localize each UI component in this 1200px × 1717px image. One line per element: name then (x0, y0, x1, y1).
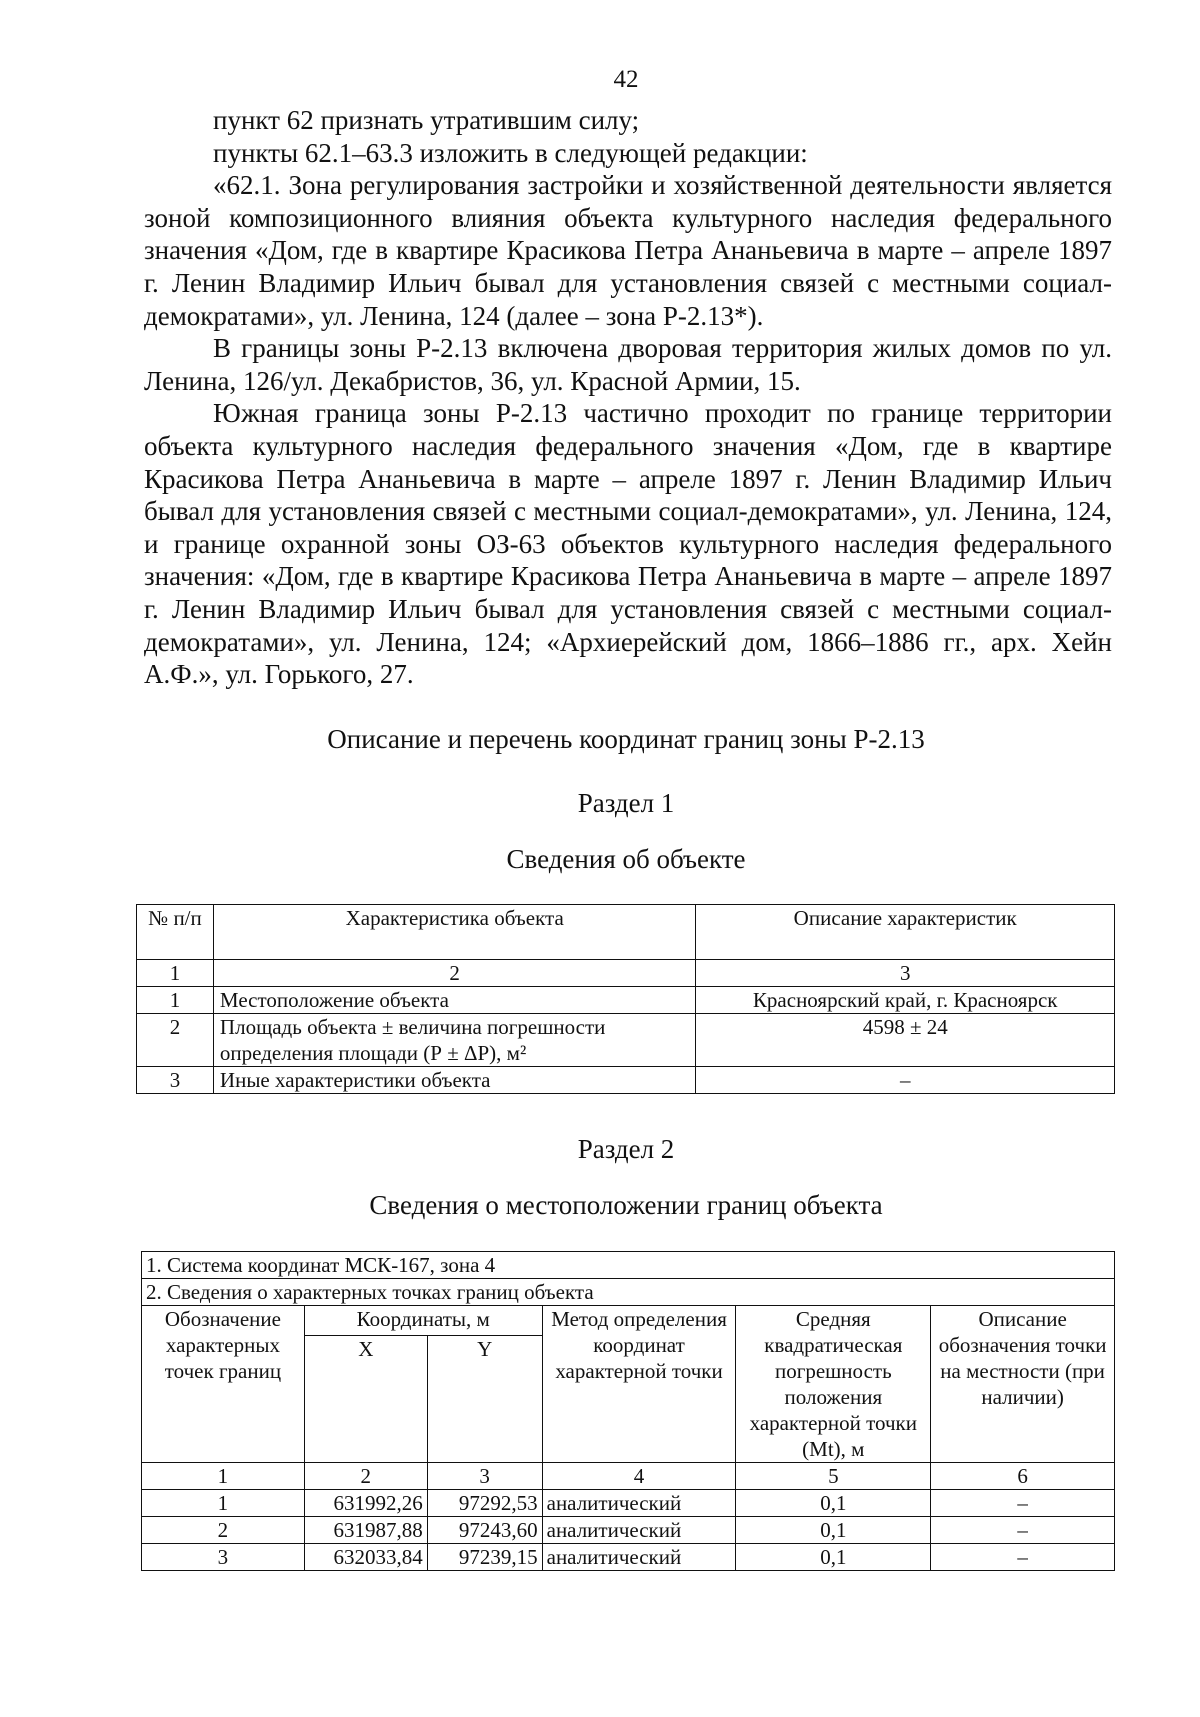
header-cell: № п/п (137, 905, 214, 960)
table-cell: – (696, 1067, 1115, 1094)
paragraph: Южная граница зоны Р-2.13 частично проходит по границе территории объекта культурного наследия федерального значения «Дом, где в квартире Красикова Петра Ананьевича в марте – апреле 1897 г. Ленин Владимир Ильич бывал для установления связей с местными социал-демократами», ул. Ленина, 124, и границе охранной зоны ОЗ-63 объектов культурного наследия федерального значения: «Дом, где в квартире Красикова Петра Ананьевича в марте – апреле 1897 г. Ленин Владимир Ильич бывал для установления связей с местными социал-демократами», ул. Ленина, 124; «Архиерейский дом, 1866–1886 гг., арх. Хейн А.Ф.», ул. Горького, 27. (144, 398, 1112, 690)
table-numbering-row (142, 1463, 1115, 1490)
table-cell: 5 (736, 1463, 931, 1490)
table-cell: 631992,26 (304, 1490, 427, 1517)
header-cell: Координаты, м (304, 1306, 542, 1336)
table-cell: – (931, 1544, 1115, 1571)
table-row (142, 1490, 1115, 1517)
table-cell: аналитический (542, 1517, 736, 1544)
header-cell: Характеристика объекта (213, 905, 696, 960)
table-cell: 3 (427, 1463, 542, 1490)
table-cell: 631987,88 (304, 1517, 427, 1544)
table-numbering-row (137, 960, 1115, 987)
table-row (142, 1252, 1115, 1279)
table-cell: 1 (137, 960, 214, 987)
points-title-cell: 2. Сведения о характерных точках границ объекта (142, 1279, 1115, 1306)
table-cell: 3 (137, 1067, 214, 1094)
table-cell: 97243,60 (427, 1517, 542, 1544)
table-cell: Иные характеристики объекта (213, 1067, 696, 1094)
paragraph: В границы зоны Р-2.13 включена дворовая территория жилых домов по ул. Ленина, 126/ул. Декабристов, 36, ул. Красной Армии, 15. (144, 333, 1112, 396)
table-cell: 4 (542, 1463, 736, 1490)
table-cell: 97239,15 (427, 1544, 542, 1571)
table-header-row (137, 905, 1115, 960)
table-header-row (142, 1306, 1115, 1336)
table-cell: 2 (137, 1014, 214, 1067)
table-cell: Местоположение объекта (213, 987, 696, 1014)
header-cell: Обозначение характерных точек границ (142, 1306, 305, 1463)
table-cell: 1 (137, 987, 214, 1014)
table-cell: – (931, 1490, 1115, 1517)
table-cell: 1 (142, 1463, 305, 1490)
header-cell: X (304, 1336, 427, 1463)
table-cell: 6 (931, 1463, 1115, 1490)
object-info-table (136, 904, 1115, 1094)
table-row (137, 987, 1115, 1014)
table-cell: 2 (142, 1517, 305, 1544)
table-cell: 0,1 (736, 1517, 931, 1544)
section1-heading: Раздел 1 (577, 788, 675, 818)
header-cell: Описание обозначения точки на местности (при наличии) (931, 1306, 1115, 1463)
table-cell: 3 (696, 960, 1115, 987)
table-cell: – (931, 1517, 1115, 1544)
paragraph: пункт 62 признать утратившим силу; (213, 105, 640, 135)
description-heading: Описание и перечень координат границ зоны Р-2.13 (327, 724, 925, 754)
table-cell: 2 (304, 1463, 427, 1490)
boundary-points-table (141, 1251, 1115, 1571)
section1-title: Сведения об объекте (506, 844, 746, 874)
header-cell: Описание характеристик (696, 905, 1115, 960)
header-cell: Y (427, 1336, 542, 1463)
table-row (137, 1067, 1115, 1094)
header-cell: Средняя квадратическая погрешность положения характерной точки (Mt), м (736, 1306, 931, 1463)
table-cell: аналитический (542, 1490, 736, 1517)
table-cell: Площадь объекта ± величина погрешности определения площади (Р ± ΔР), м² (213, 1014, 696, 1067)
table-cell: 97292,53 (427, 1490, 542, 1517)
page-number: 42 (613, 66, 639, 93)
header-cell: Метод определения координат характерной точки (542, 1306, 736, 1463)
table-cell: 4598 ± 24 (696, 1014, 1115, 1067)
table-row (142, 1544, 1115, 1571)
table-cell: 0,1 (736, 1490, 931, 1517)
section2-heading: Раздел 2 (577, 1134, 675, 1164)
paragraph: «62.1. Зона регулирования застройки и хозяйственной деятельности является зоной композиционного влияния объекта культурного наследия федерального значения «Дом, где в квартире Красикова Петра Ананьевича в марте – апреле 1897 г. Ленин Владимир Ильич бывал для установления связей с местными социал-демократами», ул. Ленина, 124 (далее – зона Р-2.13*). (144, 170, 1112, 331)
section2-title: Сведения о местоположении границ объекта (369, 1190, 883, 1220)
table-cell: 2 (213, 960, 696, 987)
table-cell: 0,1 (736, 1544, 931, 1571)
table-cell: Красноярский край, г. Красноярск (696, 987, 1115, 1014)
table-cell: 3 (142, 1544, 305, 1571)
table-cell: аналитический (542, 1544, 736, 1571)
table-cell: 1 (142, 1490, 305, 1517)
coordinate-system-cell: 1. Система координат МСК-167, зона 4 (142, 1252, 1115, 1279)
body-text (144, 104, 1112, 691)
paragraph: пункты 62.1–63.3 изложить в следующей редакции: (213, 137, 808, 168)
table-row (142, 1279, 1115, 1306)
table-row (137, 1014, 1115, 1067)
table-cell: 632033,84 (304, 1544, 427, 1571)
table-row (142, 1517, 1115, 1544)
